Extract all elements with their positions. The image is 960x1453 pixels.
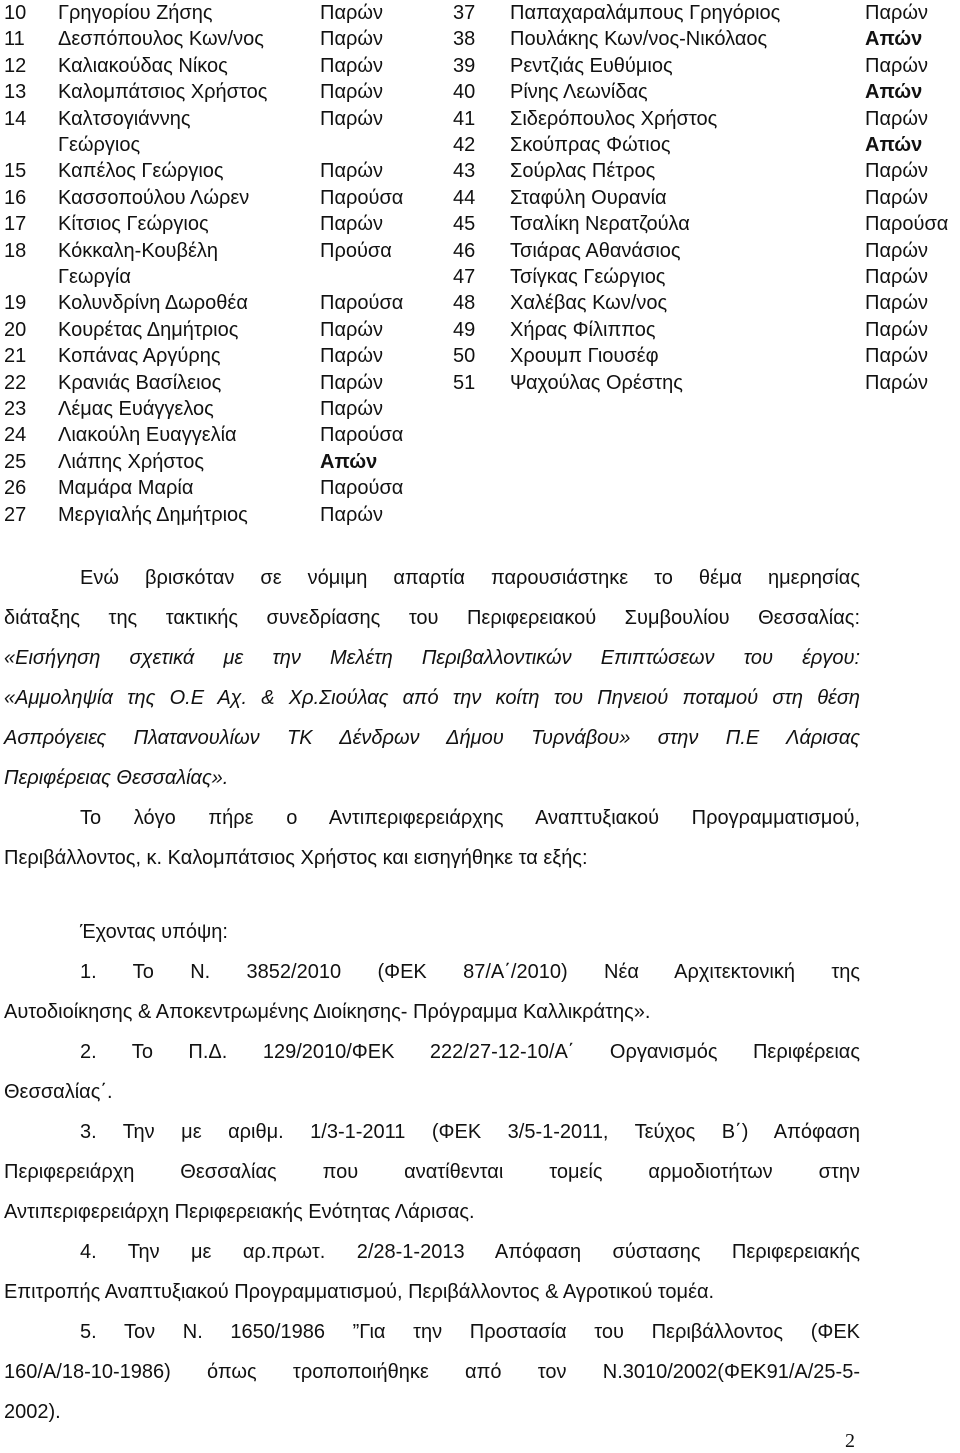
attendance-status: Παρών — [865, 54, 928, 77]
member-name: Τσιάρας Αθανάσιος — [510, 239, 681, 262]
member-number: 20 — [4, 318, 27, 341]
member-number: 51 — [453, 371, 476, 394]
member-number: 15 — [4, 160, 27, 183]
member-number: 10 — [4, 2, 27, 24]
attendance-row — [0, 396, 960, 422]
member-name: Κοπάνας Αργύρης — [58, 345, 221, 368]
member-number: 38 — [453, 28, 476, 51]
attendance-status: Παρούσα — [320, 477, 404, 500]
attendance-row — [0, 449, 960, 475]
member-name: Καλτσογιάννης — [58, 107, 191, 130]
member-number: 11 — [4, 28, 25, 51]
attendance-status: Παρών — [320, 398, 383, 420]
member-number: 19 — [4, 292, 27, 315]
member-number: 24 — [4, 424, 27, 447]
attendance-status: Παρών — [865, 266, 928, 288]
member-name: Καπέλος Γεώργιος — [58, 160, 224, 183]
intro-line: «Αμμοληψία της Ο.Ε Αχ. & Χρ.Σιούλας από την κοίτη του Πηνειού ποταμού στη θέση — [4, 687, 860, 709]
attendance-row — [0, 79, 960, 105]
considering-section — [4, 912, 860, 1432]
attendance-status: Παρούσα — [865, 213, 949, 236]
member-name: Τσαλίκη Νερατζούλα — [510, 213, 690, 236]
attendance-row — [0, 185, 960, 211]
attendance-status: Παρών — [320, 81, 383, 104]
attendance-status: Παρών — [320, 345, 383, 368]
member-number: 49 — [453, 318, 476, 341]
member-number: 39 — [453, 54, 476, 77]
attendance-row — [0, 502, 960, 528]
intro-line: διάταξης της τακτικής συνεδρίασης του Περιφερειακού Συμβουλίου Θεσσαλίας: — [4, 607, 860, 629]
speaker-line: Το λόγο πήρε ο Αντιπεριφερειάρχης Αναπτυξιακού Προγραμματισμού, — [80, 807, 860, 829]
intro-line: Ενώ βρισκόταν σε νόμιμη απαρτία παρουσιάστηκε το θέμα ημερησίας — [80, 567, 860, 589]
member-number: 41 — [453, 107, 476, 130]
attendance-row — [0, 317, 960, 343]
member-number: 18 — [4, 239, 27, 262]
member-number: 14 — [4, 107, 27, 130]
attendance-row — [0, 132, 960, 158]
attendance-row — [0, 370, 960, 396]
attendance-status: Προύσα — [320, 239, 392, 262]
attendance-status: Παρών — [320, 318, 383, 341]
attendance-status: Απών — [865, 134, 923, 156]
attendance-row — [0, 26, 960, 52]
member-number: 37 — [453, 2, 476, 24]
considering-item: 2. Το Π.Δ. 129/2010/ΦΕΚ 222/27-12-10/Α΄ Οργανισμός Περιφέρειας — [80, 1041, 860, 1063]
member-name: Παπαχαραλάμπους Γρηγόριος — [510, 2, 781, 24]
member-name: Πουλάκης Κων/νος-Νικόλαος — [510, 28, 768, 51]
attendance-status: Παρών — [320, 2, 383, 24]
member-number: 13 — [4, 81, 27, 104]
member-name: Γρηγορίου Ζήσης — [58, 2, 213, 24]
member-number: 21 — [4, 345, 27, 368]
member-number: 45 — [453, 213, 476, 236]
member-name: Ρίνης Λεωνίδας — [510, 81, 648, 104]
attendance-row — [0, 211, 960, 237]
member-name: Σταφύλη Ουρανία — [510, 186, 667, 209]
member-name: Κασσοπούλου Λώρεν — [58, 186, 250, 209]
intro-line: «Εισήγηση σχετικά με την Μελέτη Περιβαλλοντικών Επιπτώσεων του έργου: — [4, 647, 860, 669]
attendance-status: Παρών — [320, 503, 383, 526]
considering-heading: Έχοντας υπόψη: — [80, 921, 228, 943]
member-name: Καλομπάτσιος Χρήστος — [58, 81, 268, 104]
member-name: Δεσπόπουλος Κων/νος — [58, 28, 264, 51]
intro-line: Ασπρόγειες Πλατανουλίων ΤΚ Δένδρων Δήμου Τυρνάβου» στην Π.Ε Λάρισας — [4, 727, 860, 749]
attendance-status: Απών — [865, 28, 923, 51]
intro-line: Περιφέρειας Θεσσαλίας». — [4, 767, 229, 789]
attendance-status: Παρών — [865, 292, 928, 315]
considering-item: 160/Α/18-10-1986) όπως τροποποιήθηκε από τον Ν.3010/2002(ΦΕΚ91/Α/25-5- — [4, 1361, 860, 1383]
member-number: 47 — [453, 266, 476, 288]
member-name: Κολυνδρίνη Δωροθέα — [58, 292, 248, 315]
attendance-row — [0, 106, 960, 132]
attendance-status: Απών — [865, 81, 923, 104]
attendance-row — [0, 343, 960, 369]
member-number: 23 — [4, 398, 27, 420]
attendance-row — [0, 238, 960, 264]
member-name: Κρανιάς Βασίλειος — [58, 371, 222, 394]
speaker-line: Περιβάλλοντος, κ. Καλομπάτσιος Χρήστος και εισηγήθηκε τα εξής: — [4, 847, 588, 869]
considering-item: Θεσσαλίας΄. — [4, 1081, 113, 1103]
considering-item: 1. Το Ν. 3852/2010 (ΦΕΚ 87/Α΄/2010) Νέα Αρχιτεκτονική της — [80, 961, 860, 983]
member-number: 46 — [453, 239, 476, 262]
considering-item: 5. Τον Ν. 1650/1986 ”Για την Προστασία του Περιβάλλοντος (ΦΕΚ — [80, 1321, 860, 1343]
considering-item: Αντιπεριφερειάρχη Περιφερειακής Ενότητας Λάρισας. — [4, 1201, 475, 1223]
attendance-status: Παρούσα — [320, 292, 404, 315]
attendance-status: Παρούσα — [320, 424, 404, 447]
attendance-status: Παρών — [865, 186, 928, 209]
member-name: Χήρας Φίλιππος — [510, 318, 656, 341]
attendance-status: Παρών — [865, 239, 928, 262]
attendance-status: Παρών — [320, 371, 383, 394]
member-name: Καλιακούδας Νίκος — [58, 54, 228, 77]
attendance-row — [0, 475, 960, 501]
attendance-status: Παρών — [320, 28, 383, 51]
member-number: 27 — [4, 503, 27, 526]
considering-item: Αυτοδιοίκησης & Αποκεντρωμένης Διοίκησης- Πρόγραμμα Καλλικράτης». — [4, 1001, 651, 1023]
member-number: 17 — [4, 213, 27, 236]
attendance-row — [0, 53, 960, 79]
attendance-row — [0, 264, 960, 290]
member-number: 22 — [4, 371, 27, 394]
attendance-row — [0, 0, 960, 26]
member-number: 42 — [453, 134, 476, 156]
member-name: Χρουμπ Γιουσέφ — [510, 345, 659, 368]
attendance-status: Παρών — [865, 345, 928, 368]
member-number: 48 — [453, 292, 476, 315]
member-name: Λέμας Ευάγγελος — [58, 398, 214, 420]
member-number: 44 — [453, 186, 476, 209]
member-number: 16 — [4, 186, 27, 209]
attendance-status: Παρούσα — [320, 186, 404, 209]
page-number: 2 — [845, 1430, 855, 1452]
member-number: 50 — [453, 345, 476, 368]
attendance-status: Παρών — [865, 371, 928, 394]
member-number: 26 — [4, 477, 27, 500]
member-name: Κίτσιος Γεώργιος — [58, 213, 209, 236]
member-number: 12 — [4, 54, 27, 77]
considering-item: 2002). — [4, 1401, 61, 1423]
member-name: Μαμάρα Μαρία — [58, 477, 194, 500]
member-name: Ρεντζιάς Ευθύμιος — [510, 54, 673, 77]
member-number: 43 — [453, 160, 476, 183]
member-name: Σιδερόπουλος Χρήστος — [510, 107, 718, 130]
member-number: 25 — [4, 450, 27, 473]
attendance-status: Απών — [320, 450, 378, 473]
attendance-status: Παρών — [865, 318, 928, 341]
attendance-status: Παρών — [320, 54, 383, 77]
member-name: Σούρλας Πέτρος — [510, 160, 656, 183]
member-name: Κόκκαλη-Κουβέλη — [58, 239, 219, 262]
attendance-status: Παρών — [865, 160, 928, 183]
attendance-status: Παρών — [320, 107, 383, 130]
attendance-status: Παρών — [865, 107, 928, 130]
attendance-status: Παρών — [320, 213, 383, 236]
member-name-continued: Γεώργιος — [58, 134, 141, 156]
considering-item: 4. Την με αρ.πρωτ. 2/28-1-2013 Απόφαση σύστασης Περιφερειακής — [80, 1241, 860, 1263]
member-name: Λιάπης Χρήστος — [58, 450, 205, 473]
attendance-row — [0, 158, 960, 184]
member-name: Μεργιαλής Δημήτριος — [58, 503, 248, 526]
attendance-row — [0, 290, 960, 316]
member-name: Λιακούλη Ευαγγελία — [58, 424, 237, 447]
considering-item: Περιφερειάρχη Θεσσαλίας που ανατίθενται τομείς αρμοδιοτήτων στην — [4, 1161, 860, 1183]
member-name: Σκούπρας Φώτιος — [510, 134, 671, 156]
member-name: Κουρέτας Δημήτριος — [58, 318, 239, 341]
member-name-continued: Γεωργία — [58, 266, 131, 288]
member-number: 40 — [453, 81, 476, 104]
attendance-status: Παρών — [865, 2, 928, 24]
considering-item: 3. Την με αριθμ. 1/3-1-2011 (ΦΕΚ 3/5-1-2011, Τεύχος Β΄) Απόφαση — [80, 1121, 860, 1143]
intro-paragraph — [4, 558, 860, 878]
member-name: Χαλέβας Κων/νος — [510, 292, 668, 315]
member-name: Ψαχούλας Ορέστης — [510, 371, 683, 394]
attendance-status: Παρών — [320, 160, 383, 183]
member-name: Τσίγκας Γεώργιος — [510, 266, 666, 288]
considering-item: Επιτροπής Αναπτυξιακού Προγραμματισμού, Περιβάλλοντος & Αγροτικού τομέα. — [4, 1281, 715, 1303]
attendance-row — [0, 422, 960, 448]
